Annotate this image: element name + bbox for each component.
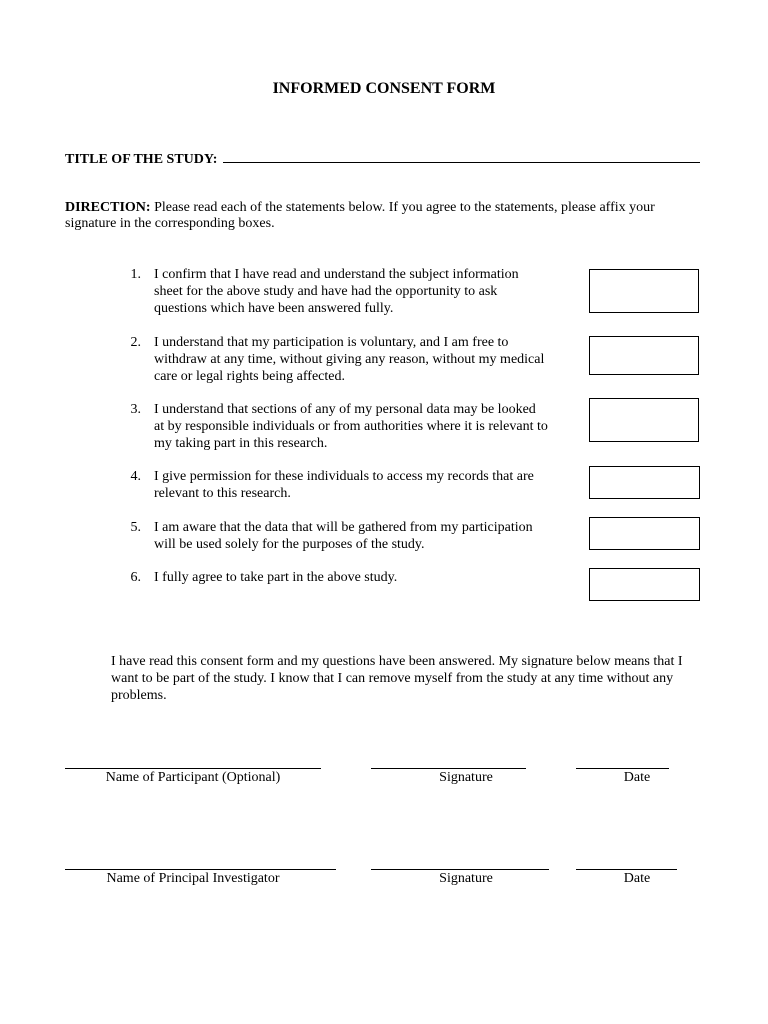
investigator-name-label: Name of Principal Investigator xyxy=(106,871,280,886)
statement-number: 2. xyxy=(130,335,141,350)
participant-name-line[interactable] xyxy=(65,768,321,769)
direction-paragraph xyxy=(65,200,705,232)
statement-text: I fully agree to take part in the above study. xyxy=(154,570,398,585)
statement-signature-box[interactable] xyxy=(589,568,700,601)
participant-name-label: Name of Participant (Optional) xyxy=(105,770,281,785)
statement-signature-box[interactable] xyxy=(589,466,700,499)
statement-signature-box[interactable] xyxy=(589,517,700,550)
direction-text: Please read each of the statements below. If you agree to the statements, please affix your signature in the corresponding boxes. xyxy=(65,200,655,231)
statement-signature-box[interactable] xyxy=(589,398,699,442)
participant-signature-label: Signature xyxy=(439,770,493,785)
closing-statement: I have read this consent form and my questions have been answered. My signature below means that I want to be part of the study. I know that I can remove myself from the study at any time without any problems. xyxy=(111,654,683,703)
statement-number: 1. xyxy=(130,267,141,282)
participant-date-line[interactable] xyxy=(576,768,669,769)
direction-label: DIRECTION: xyxy=(65,200,151,215)
study-title-field[interactable] xyxy=(223,149,700,163)
study-title-row xyxy=(65,149,700,168)
statement-number: 3. xyxy=(130,402,141,417)
study-title-label: TITLE OF THE STUDY: xyxy=(65,152,218,167)
statement-number: 4. xyxy=(130,469,141,484)
participant-date-label: Date xyxy=(623,770,651,785)
investigator-date-line[interactable] xyxy=(576,869,677,870)
investigator-date-label: Date xyxy=(623,871,651,886)
form-title: INFORMED CONSENT FORM xyxy=(272,80,496,97)
statement-text: I confirm that I have read and understand the subject information sheet for the above study and have had the opportunity to ask questions which have been answered fully. xyxy=(154,267,519,316)
statement-text: I am aware that the data that will be gathered from my participation will be used solely for the purposes of the study. xyxy=(154,520,533,552)
statement-signature-box[interactable] xyxy=(589,336,699,375)
statement-signature-box[interactable] xyxy=(589,269,699,313)
statement-text: I understand that sections of any of my personal data may be looked at by responsible individuals or from authorities where it is relevant to my taking part in this research. xyxy=(154,402,548,451)
investigator-signature-line[interactable] xyxy=(371,869,549,870)
statement-number: 6. xyxy=(130,570,141,585)
statement-number: 5. xyxy=(130,520,141,535)
investigator-name-line[interactable] xyxy=(65,869,336,870)
statement-text: I give permission for these individuals to access my records that are relevant to this research. xyxy=(154,469,534,501)
participant-signature-line[interactable] xyxy=(371,768,526,769)
statement-text: I understand that my participation is voluntary, and I am free to withdraw at any time, without giving any reason, without my medical care or legal rights being affected. xyxy=(154,335,545,384)
investigator-signature-label: Signature xyxy=(439,871,493,886)
